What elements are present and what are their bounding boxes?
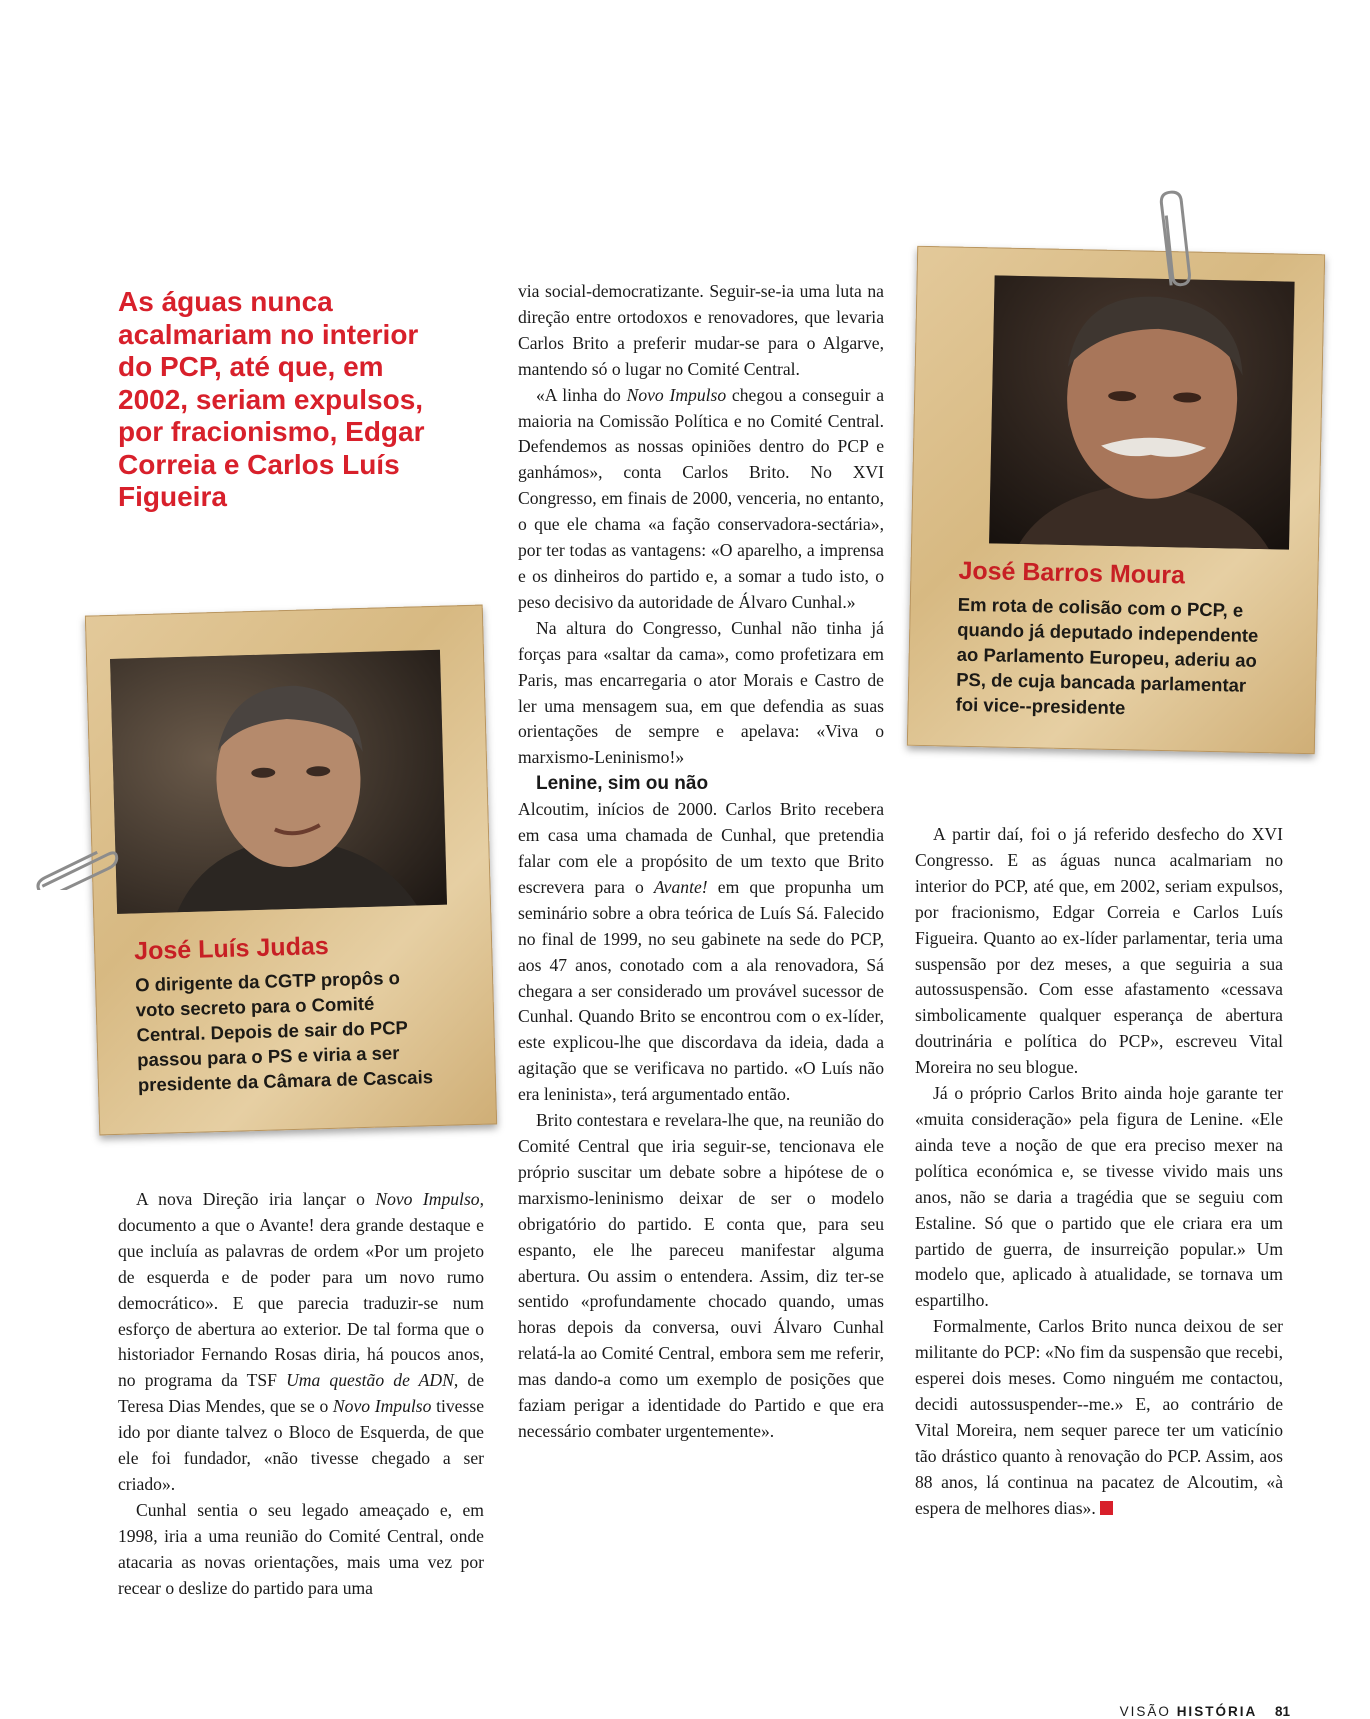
paragraph: Na altura do Congresso, Cunhal não tinha já forças para «saltar da cama», como profetizara em Paris, mas encarregaria o ator Morais e Castro de ler uma mensagem sua, em que defendia as suas orientações de sempre e apelava: «Viva o marxismo-Leninismo!» bbox=[518, 617, 884, 768]
paragraph: «A linha do Novo Impulso chegou a conseguir a maioria na Comissão Política e no Comité Central. Defendemos as nossas opiniões dentro do PCP e ganhámos», conta Carlos Brito. No XVI Congresso, em finais de 2000, venceria, no entanto, o que ele chama «a fação conservadora-sectária», por ter todas as vantagens: «O aparelho, a imprensa e os dinheiros do partido e, a somar a tudo isto, o peso decisivo da autoridade de Álvaro Cunhal.» bbox=[518, 384, 885, 612]
article-column-3 bbox=[915, 822, 1283, 1521]
paragraph: via social-democratizante. Seguir-se-ia uma luta na direção entre ortodoxos e renovadores, que levaria Carlos Brito a preferir mudar-se para o Algarve, mantendo só o lugar no Comité Central. bbox=[518, 281, 884, 379]
paragraph: A partir daí, foi o já referido desfecho do XVI Congresso. E as águas nunca acalmariam no interior do PCP, até que, em 2002, seriam expulsos, por fracionismo, Edgar Correia e Carlos Luís Figueira. Quanto ao ex-líder parlamentar, teria uma suspensão por dez meses, a que seguiria a sua autossuspensão. Com esse afastamento «cessava simbolicamente qualquer esperança de abertura doutrinária e política do PCP», escreveu Vital Moreira no seu blogue. bbox=[915, 824, 1283, 1078]
paragraph: Brito contestara e revelara-lhe que, na reunião do Comité Central que iria seguir-se, tencionava ele próprio suscitar um debate sobre a hipótese de o marxismo-leninismo deixar de ser o modelo obrigatório do partido. E conta que, para seu espanto, ele lhe pareceu manifestar alguma abertura. Ou assim o entendera. Assim, diz ter-se sentido «profundamente chocado quando, umas horas depois da conversa, ouvi Álvaro Cunhal relatá-la ao Comité Central, embora sem me referir, mas dando-a como um exemplo de posições que faziam perigar a identidade do Partido e que era necessário combater urgentemente». bbox=[518, 1110, 884, 1441]
paragraph: A nova Direção iria lançar o Novo Impulso, documento a que o Avante! dera grande destaque e que incluía as palavras de ordem «Por um projeto de esquerda e de poder para um novo rumo democrático». E que parecia traduzir-se num esforço de abertura ao exterior. De tal forma que o historiador Fernando Rosas diria, há poucos anos, no programa da TSF Uma questão de ADN, de Teresa Dias Mendes, que se o Novo Impulso tivesse ido por diante talvez o Bloco de Esquerda, de que ele foi fundador, «não tivesse chegado a ser criado». bbox=[118, 1189, 484, 1494]
magazine-name: VISÃO bbox=[1119, 1704, 1171, 1719]
photo-card-jose-luis-judas bbox=[85, 605, 497, 1136]
article-column-2 bbox=[518, 279, 884, 1445]
paperclip-icon bbox=[30, 850, 125, 890]
page-number: 81 bbox=[1274, 1704, 1290, 1719]
pull-quote: As águas nunca acalmariam no interior do PCP, até que, em 2002, seriam expulsos, por fracionismo, Edgar Correia e Carlos Luís Figueira bbox=[118, 286, 425, 512]
portrait-photo-jose-luis-judas bbox=[110, 650, 447, 914]
paragraph: Já o próprio Carlos Brito ainda hoje garante ter «muita consideração» pela figura de Lenine. «Ele ainda teve a noção de que era preciso mexer na política económica e, se tivesse vivido mais uns anos, não se daria a tragédia que se seguiu com Estaline. Só que o partido que ele criara era um partido de guerra, de insurreição popular.» Um modelo que, aplicado à atualidade, se tornava um espartilho. bbox=[915, 1083, 1283, 1311]
caption-name: José Luís Judas bbox=[133, 931, 330, 966]
caption-text: Em rota de colisão com o PCP, e quando já deputado independente ao Parlamento Europeu, aderiu ao PS, de cuja bancada parlamentar foi vice--presidente bbox=[955, 593, 1259, 719]
caption-text: O dirigente da CGTP propôs o voto secreto para o Comité Central. Depois de sair do PCP passou para o PS e viria a ser presidente da Câmara de Cascais bbox=[134, 967, 434, 1096]
paragraph: Cunhal sentia o seu legado ameaçado e, em 1998, iria a uma reunião do Comité Central, onde atacaria as novas orientações, mais uma vez por recear o deslize do partido para uma bbox=[118, 1499, 484, 1598]
caption-name: José Barros Moura bbox=[958, 556, 1186, 590]
paperclip-icon bbox=[1150, 190, 1200, 290]
portrait-photo-jose-barros-moura bbox=[989, 275, 1295, 549]
paragraph: Alcoutim, inícios de 2000. Carlos Brito recebera em casa uma chamada de Cunhal, que pretendia falar com ele a propósito de um texto que Brito escrevera para o Avante! em que propunha um seminário sobre a obra teórica de Luís Sá. Falecido no final de 1999, no seu gabinete na sede do PCP, aos 47 anos, conotado com a ala renovadora, Sá chegara a ser considerado um provável sucessor de Cunhal. Quando Brito se encontrou com o ex-líder, este explicou-lhe que discordava da ideia, dada a agitação que se verificava no partido. «O Luís não era leninista», terá argumentado então. bbox=[518, 799, 884, 1105]
section-subheading: Lenine, sim ou não bbox=[536, 773, 709, 795]
magazine-name-bold: HISTÓRIA bbox=[1176, 1704, 1258, 1719]
paragraph: Formalmente, Carlos Brito nunca deixou de ser militante do PCP: «No fim da suspensão que recebi, esperei dois meses. Como ninguém me contactou, decidi autossuspender--me.» E, ao contrário de Vital Moreira, nem sequer parece ter um vaticínio tão drástico quanto à renovação do PCP. Assim, aos 88 anos, lá continua na pacatez de Alcoutim, «à espera de melhores dias». bbox=[915, 1316, 1283, 1518]
end-mark-icon bbox=[1100, 1501, 1113, 1515]
article-column-1 bbox=[118, 1187, 484, 1602]
photo-card-jose-barros-moura bbox=[907, 246, 1325, 754]
